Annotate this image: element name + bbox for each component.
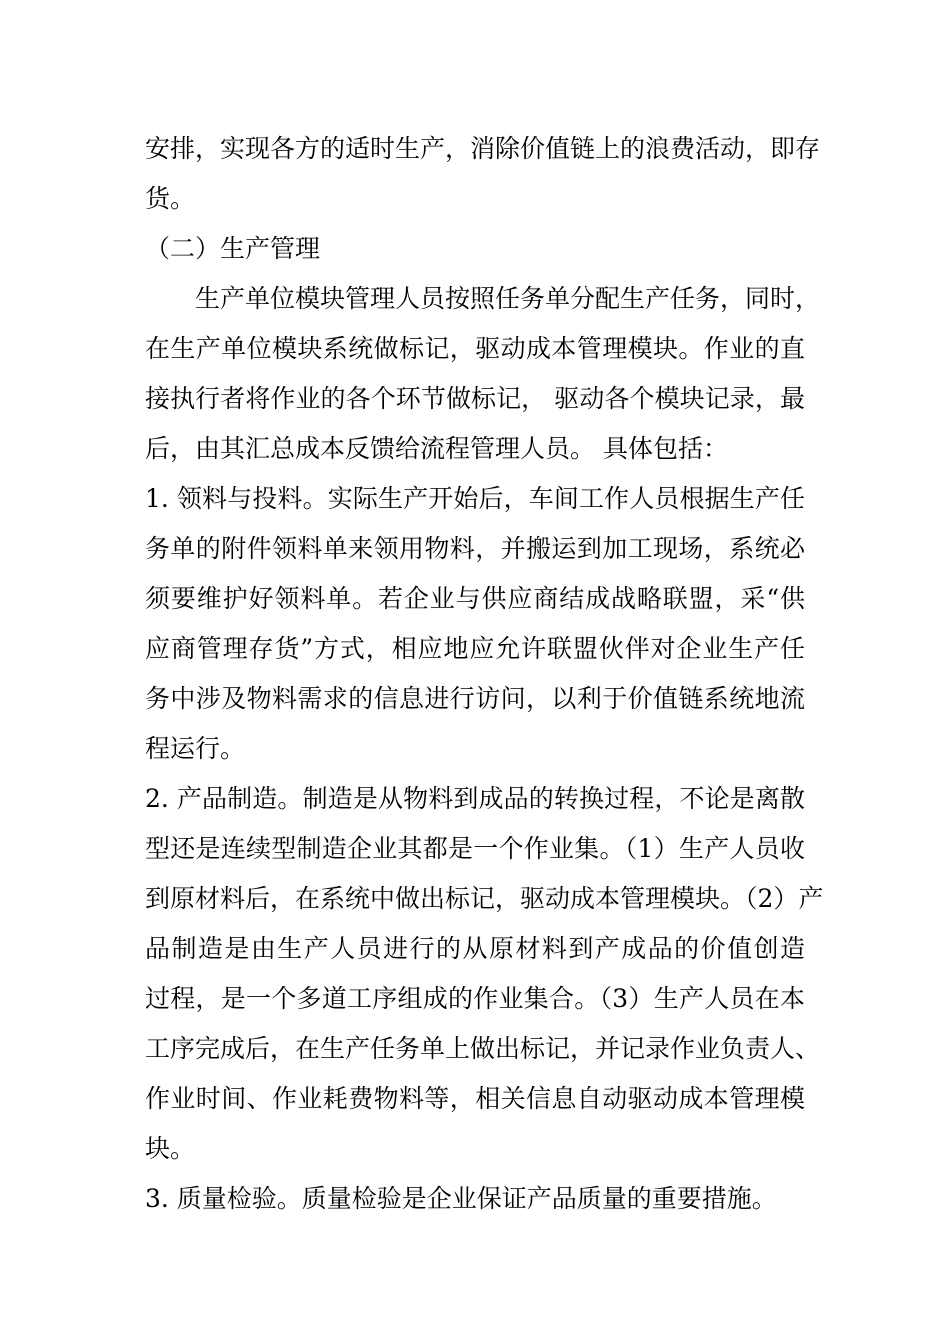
text-line-5: 在生产单位模块系统做标记，驱动成本管理模块。作业的直 (145, 334, 805, 363)
text-line-6: 接执行者将作业的各个环节做标记， 驱动各个模块记录，最 (145, 384, 805, 413)
text-line-4: 生产单位模块管理人员按照任务单分配生产任务，同时， (145, 284, 821, 313)
list-item-1-line-5: 务中涉及物料需求的信息进行访问，以利于价值链系统地流 (145, 684, 805, 713)
text-line-7: 后，由其汇总成本反馈给流程管理人员。 具体包括： (145, 434, 728, 463)
list-item-2-line-7: 作业时间、作业耗费物料等，相关信息自动驱动成本管理模 (145, 1084, 805, 1113)
section-heading: （二）生产管理 (145, 234, 321, 263)
list-item-1-line-3: 须要维护好领料单。若企业与供应商结成战略联盟，采“供 (145, 584, 805, 613)
list-item-2-line-3: 到原材料后，在系统中做出标记，驱动成本管理模块。（2）产 (145, 884, 824, 913)
list-item-2-line-2: 型还是连续型制造企业其都是一个作业集。（1）生产人员收 (145, 834, 805, 863)
list-item-2-line-1: 2. 产品制造。制造是从物料到成品的转换过程，不论是离散 (145, 784, 805, 813)
text-line-1: 安排，实现各方的适时生产，消除价值链上的浪费活动，即存 (145, 134, 821, 163)
text-line-2: 货。 (145, 184, 196, 213)
list-item-1-line-4: 应商管理存货”方式，相应地应允许联盟伙伴对企业生产任 (145, 634, 805, 663)
list-item-3-line-1: 3. 质量检验。质量检验是企业保证产品质量的重要措施。 (145, 1184, 777, 1213)
list-item-2-line-6: 工序完成后，在生产任务单上做出标记，并记录作业负责人、 (145, 1034, 821, 1063)
list-item-2-line-8: 块。 (145, 1134, 196, 1163)
list-item-1-line-6: 程运行。 (145, 734, 246, 763)
list-item-2-line-4: 品制造是由生产人员进行的从原材料到产成品的价值创造 (145, 934, 805, 963)
list-item-1-line-1: 1. 领料与投料。实际生产开始后，车间工作人员根据生产任 (145, 484, 805, 513)
list-item-2-line-5: 过程，是一个多道工序组成的作业集合。（3）生产人员在本 (145, 984, 805, 1013)
list-item-1-line-2: 务单的附件领料单来领用物料，并搬运到加工现场，系统必 (145, 534, 805, 563)
